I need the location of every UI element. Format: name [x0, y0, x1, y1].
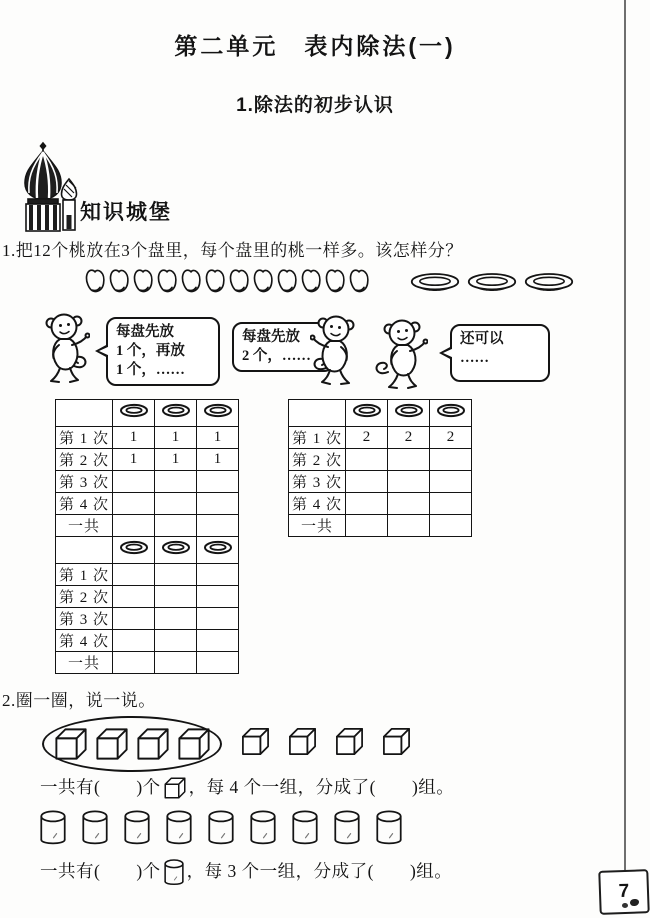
fill-blank-line-1: [40, 774, 454, 799]
table-plate-header: [388, 400, 430, 427]
table-cell: 2: [346, 427, 388, 449]
table-cell: 2: [388, 427, 430, 449]
speech-bubble-1: [106, 317, 220, 386]
plate-icon: [436, 403, 466, 418]
cube-icon: [135, 726, 171, 762]
table-cell: [197, 515, 239, 537]
table-cell: [430, 515, 472, 537]
cube-icon: [163, 776, 187, 800]
table-cell: [388, 515, 430, 537]
plate-row: [410, 272, 574, 295]
ink-smudge: [622, 903, 628, 908]
lesson-subtitle: 1.除法的初步认识: [236, 95, 394, 116]
table-cell: 1: [197, 449, 239, 471]
table-cell: [113, 471, 155, 493]
division-table-2: [288, 399, 472, 537]
bubble-text: 1 个，……: [116, 361, 185, 378]
table-cell: [113, 515, 155, 537]
table-cell: [113, 608, 155, 630]
line-text: ，每 4 个一组，分成了( )组。: [188, 777, 455, 797]
division-table: [288, 399, 472, 537]
speech-bubble-3: [450, 324, 550, 382]
table-cell: 2: [430, 427, 472, 449]
plate-icon: [203, 403, 233, 418]
table-row-label: 第 4 次: [56, 630, 113, 652]
cube-icon: [287, 726, 318, 757]
peach-icon: [84, 267, 106, 294]
table-plate-header: [430, 400, 472, 427]
table-cell: [197, 471, 239, 493]
table-cell: [346, 515, 388, 537]
question-1-text: 1.把12个桃放在3个盘里，每个盘里的桃一样多。该怎样分？: [2, 241, 463, 260]
page-title: 第二单元 表内除法(一): [174, 33, 456, 59]
table-row-label: 第 4 次: [289, 493, 346, 515]
table-cell: [346, 471, 388, 493]
table-cell: [155, 493, 197, 515]
table-cell: [388, 449, 430, 471]
line-text: 一共有( )个: [40, 861, 161, 881]
cylinder-row: [38, 810, 404, 847]
peach-icon: [348, 267, 370, 294]
peach-icon: [204, 267, 226, 294]
division-table: [55, 536, 239, 674]
plate-icon: [410, 272, 460, 295]
line-text: ，每 3 个一组，分成了( )组。: [186, 861, 453, 881]
peach-row: [84, 267, 370, 294]
table-cell: [113, 652, 155, 674]
cylinder-icon: [374, 810, 404, 847]
plate-icon: [203, 540, 233, 555]
section-header: 知识城堡: [80, 201, 172, 224]
cube-icon: [240, 726, 271, 757]
plate-icon: [352, 403, 382, 418]
cylinder-icon: [163, 859, 185, 887]
peach-icon: [156, 267, 178, 294]
peach-icon: [252, 267, 274, 294]
table-cell: [113, 493, 155, 515]
table-row-label: 第 2 次: [56, 586, 113, 608]
page-number-box: [598, 869, 650, 915]
table-corner-cell: [56, 537, 113, 564]
table-row-label: 第 3 次: [56, 471, 113, 493]
plate-icon: [161, 540, 191, 555]
table-row-label: 第 3 次: [56, 608, 113, 630]
peach-icon: [108, 267, 130, 294]
table-cell: [155, 608, 197, 630]
table-plate-header: [113, 400, 155, 427]
table-row-label: 第 3 次: [289, 471, 346, 493]
table-cell: [113, 630, 155, 652]
table-cell: [155, 471, 197, 493]
cylinder-icon: [80, 810, 110, 847]
table-row-label: 第 4 次: [56, 493, 113, 515]
cylinder-icon: [206, 810, 236, 847]
cylinder-icon: [332, 810, 362, 847]
table-cell: [197, 564, 239, 586]
cylinder-icon: [248, 810, 278, 847]
line-text: 一共有( )个: [40, 777, 161, 797]
cube-icon: [94, 726, 130, 762]
table-cell: [388, 493, 430, 515]
table-row-label: 第 1 次: [56, 427, 113, 449]
table-row-label: 第 2 次: [56, 449, 113, 471]
table-plate-header: [155, 537, 197, 564]
peach-icon: [132, 267, 154, 294]
cylinder-icon: [122, 810, 152, 847]
table-row-label: 一共: [56, 652, 113, 674]
table-cell: 1: [197, 427, 239, 449]
table-cell: [197, 630, 239, 652]
loose-cube-group: [240, 726, 412, 757]
bubble-text: 每盘先放: [116, 324, 174, 340]
peach-icon: [180, 267, 202, 294]
question-2-text: 2.圈一圈，说一说。: [2, 691, 156, 710]
page-number: 7: [618, 880, 630, 903]
table-cell: [197, 493, 239, 515]
table-cell: [113, 564, 155, 586]
table-cell: [113, 586, 155, 608]
monkey-3-icon: [372, 317, 428, 396]
table-plate-header: [346, 400, 388, 427]
bubble-text: 每盘先放: [242, 329, 300, 345]
table-row-label: 一共: [289, 515, 346, 537]
plate-icon: [524, 272, 574, 295]
table-cell: [388, 471, 430, 493]
table-corner-cell: [56, 400, 113, 427]
monkey-2-icon: [310, 313, 366, 392]
table-row-label: 一共: [56, 515, 113, 537]
cylinder-icon: [164, 810, 194, 847]
cylinder-icon: [38, 810, 68, 847]
plate-icon: [394, 403, 424, 418]
circled-cube-group: [42, 716, 222, 772]
bubble-text: 1 个，再放: [116, 342, 185, 359]
cube-icon: [53, 726, 89, 762]
table-corner-cell: [289, 400, 346, 427]
table-cell: [346, 449, 388, 471]
cylinder-icon: [290, 810, 320, 847]
table-plate-header: [197, 537, 239, 564]
table-cell: [155, 564, 197, 586]
fill-blank-line-2: [40, 858, 452, 883]
division-table-3: [55, 536, 239, 674]
plate-icon: [161, 403, 191, 418]
table-cell: [197, 652, 239, 674]
table-cell: [430, 493, 472, 515]
table-cell: 1: [155, 449, 197, 471]
division-table: [55, 399, 239, 537]
table-cell: [346, 493, 388, 515]
table-cell: [155, 630, 197, 652]
table-cell: [197, 608, 239, 630]
peach-icon: [324, 267, 346, 294]
peach-icon: [228, 267, 250, 294]
page-edge-line: [624, 0, 626, 870]
table-row-label: 第 2 次: [289, 449, 346, 471]
monkey-1-icon: [34, 311, 90, 390]
table-plate-header: [155, 400, 197, 427]
bubble-text: 还可以: [460, 331, 504, 347]
table-row-label: 第 1 次: [289, 427, 346, 449]
table-cell: 1: [113, 427, 155, 449]
table-cell: [197, 586, 239, 608]
plate-icon: [467, 272, 517, 295]
table-cell: [155, 652, 197, 674]
peach-icon: [300, 267, 322, 294]
bubble-text: ……: [460, 349, 489, 366]
table-plate-header: [113, 537, 155, 564]
bubble-text: 2 个，……: [242, 347, 311, 364]
cube-icon: [176, 726, 212, 762]
table-cell: [430, 449, 472, 471]
peach-icon: [276, 267, 298, 294]
plate-icon: [119, 540, 149, 555]
table-plate-header: [197, 400, 239, 427]
table-cell: [155, 586, 197, 608]
plate-icon: [119, 403, 149, 418]
table-cell: 1: [155, 427, 197, 449]
cube-icon: [334, 726, 365, 757]
table-cell: [430, 471, 472, 493]
table-row-label: 第 1 次: [56, 564, 113, 586]
castle-icon: [17, 141, 79, 240]
cube-icon: [381, 726, 412, 757]
table-cell: 1: [113, 449, 155, 471]
table-cell: [155, 515, 197, 537]
division-table-1: [55, 399, 239, 537]
